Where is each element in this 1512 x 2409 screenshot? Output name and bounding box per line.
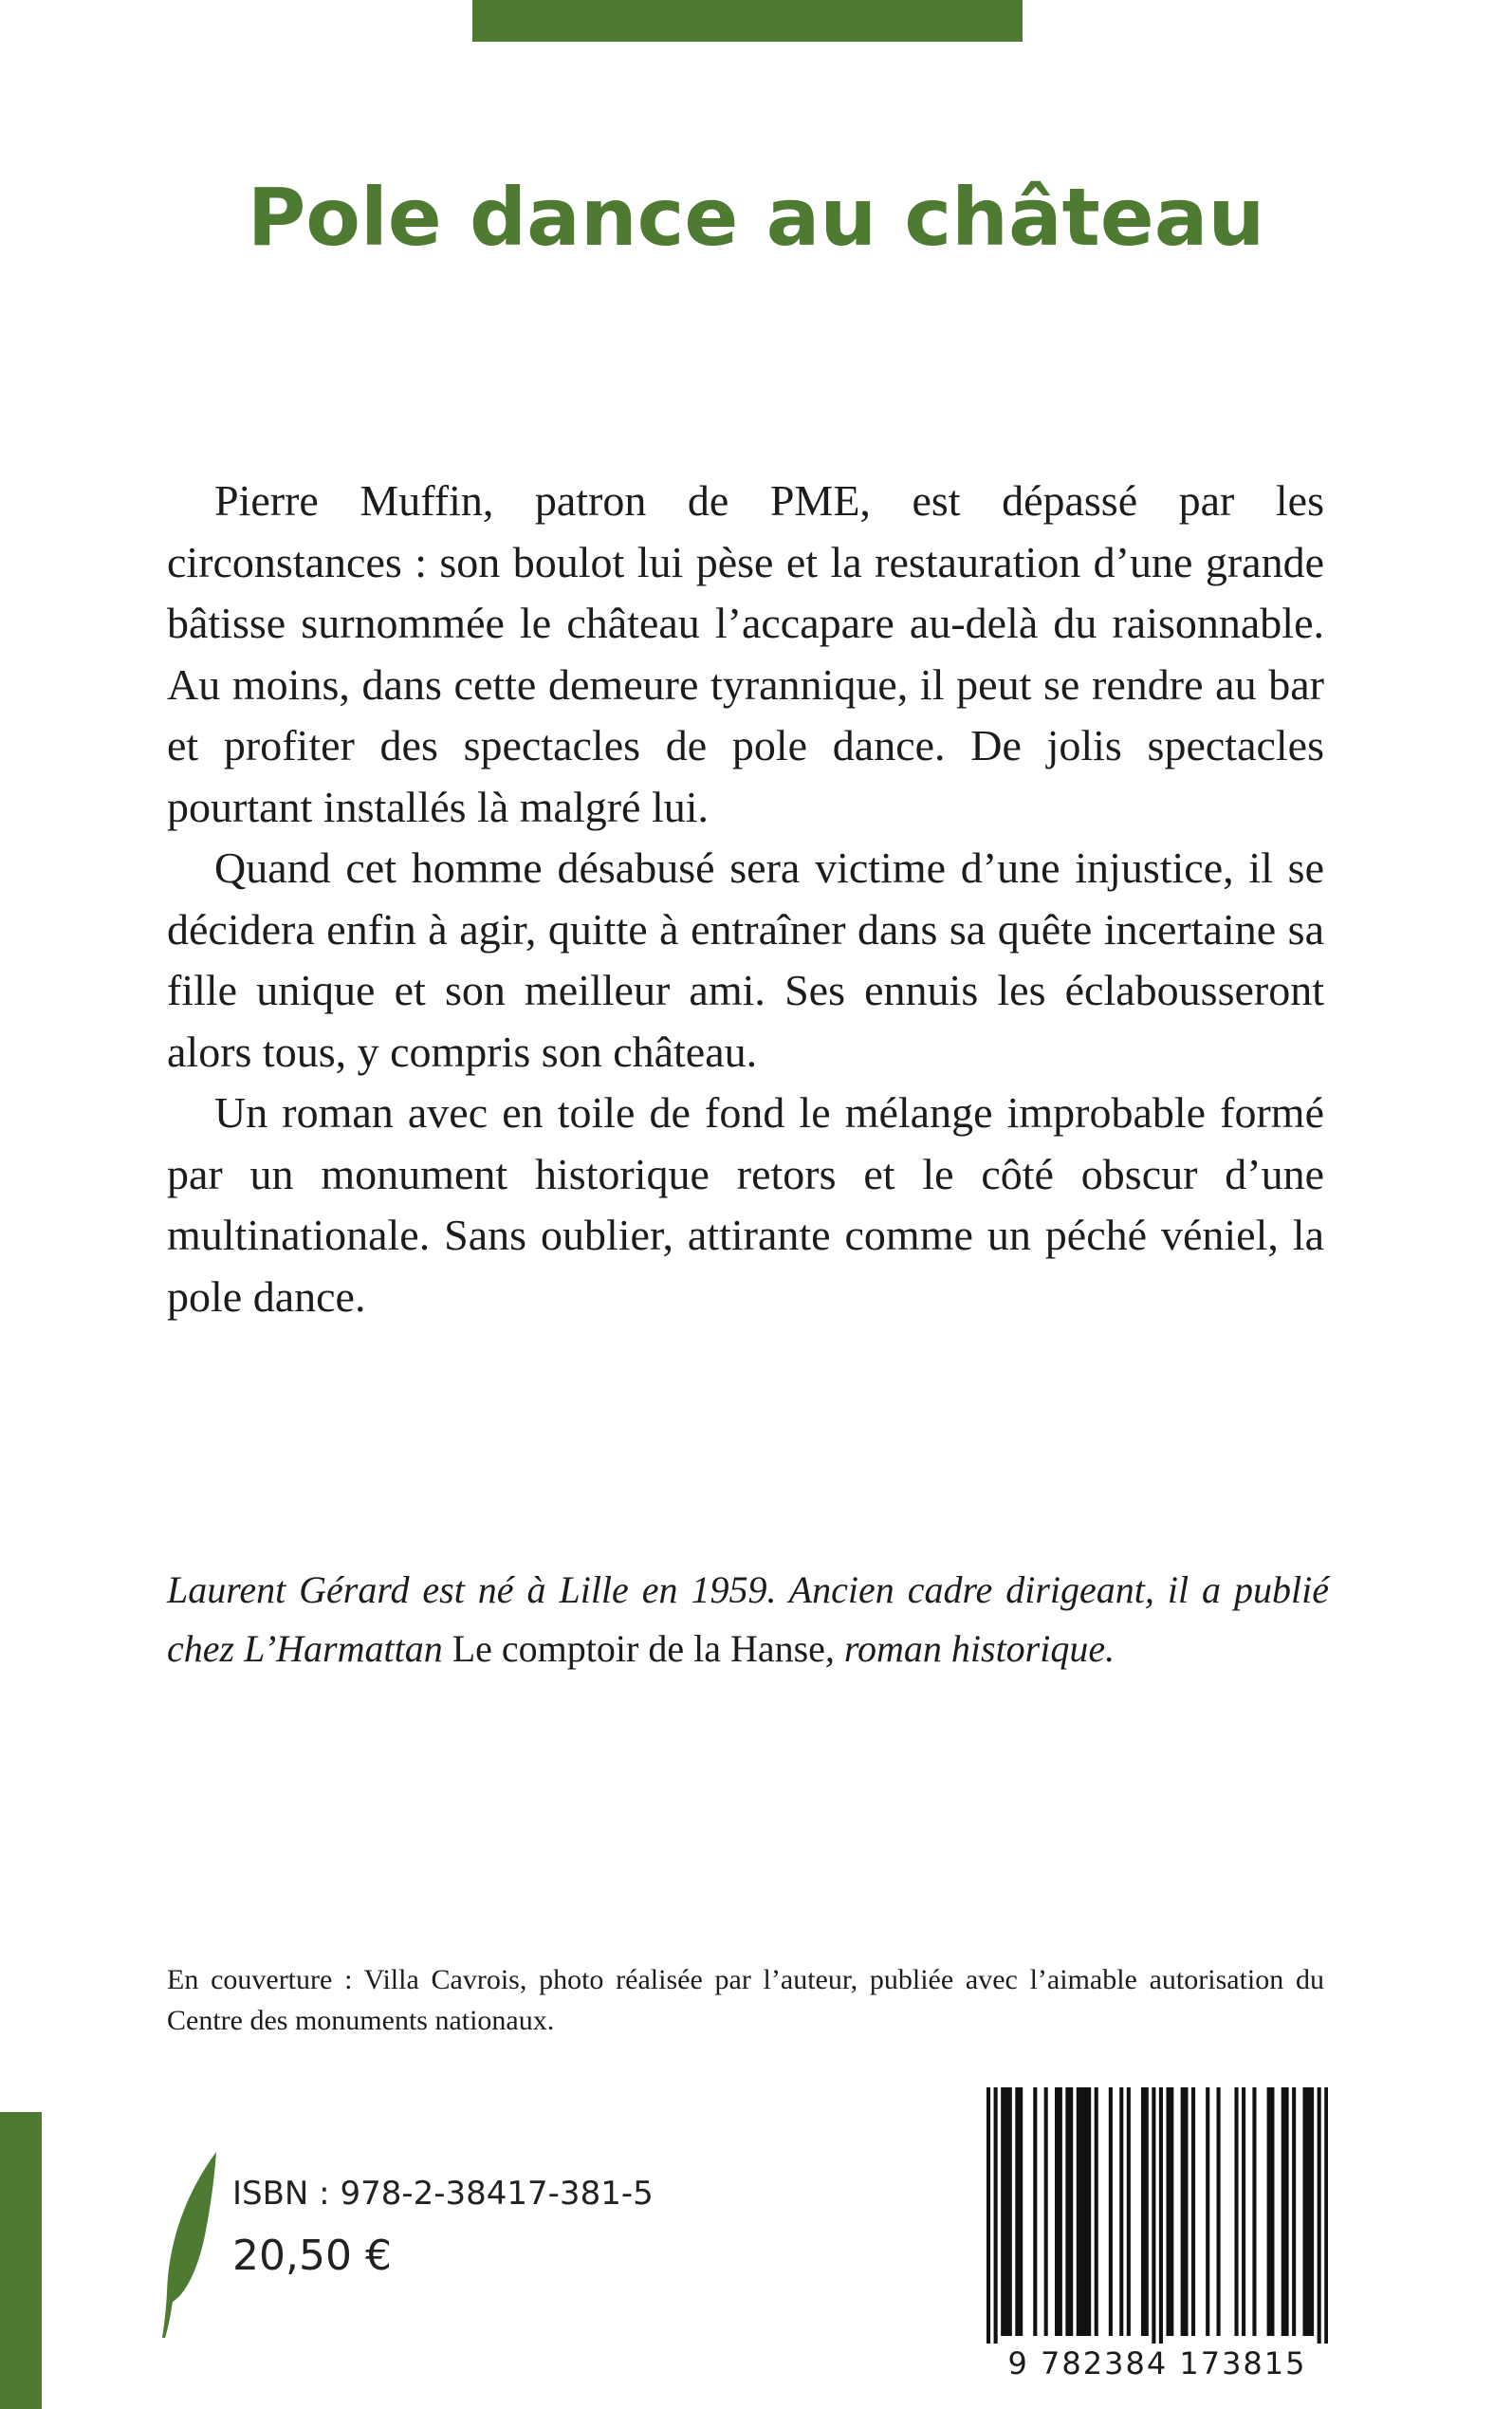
price-label: 20,50 €: [232, 2232, 392, 2280]
barcode-bar: [1145, 2087, 1149, 2336]
barcode-bar: [1019, 2087, 1023, 2336]
barcode-bar: [1170, 2087, 1173, 2336]
barcode-bar: [1285, 2087, 1289, 2336]
barcode-bar: [1318, 2087, 1321, 2344]
cover-credit: En couverture : Villa Cavrois, photo réalisée par l’auteur, publiée avec l’aimable autorisation du Centre des monuments nationaux.: [167, 1964, 1324, 2036]
barcode-bar: [1077, 2087, 1080, 2336]
barcode-bar: [986, 2087, 990, 2344]
author-bio-text-end: , roman historique.: [824, 1627, 1116, 1670]
barcode-bar: [1083, 2087, 1087, 2336]
barcode-bar: [1206, 2087, 1209, 2336]
barcode-bar: [1005, 2087, 1008, 2336]
barcode-bar: [1059, 2087, 1062, 2336]
barcode-bars: [986, 2087, 1328, 2344]
blurb-paragraph: Quand cet homme désabusé sera victime d’une injustice, il se décidera enfin à agir, quitte à entraîner dans sa quête incertaine sa fille unique et son meilleur ami. Ses ennuis les éclabousseront alors tous, y compris son château.: [167, 843, 1324, 1076]
top-accent-bar: [472, 0, 1023, 42]
barcode-bar: [1065, 2087, 1069, 2336]
barcode-bar: [1087, 2087, 1091, 2336]
barcode-bar: [1001, 2087, 1005, 2336]
barcode-bar: [1252, 2087, 1256, 2336]
barcode-bar: [1095, 2087, 1098, 2336]
blurb-paragraph: Un roman avec en toile de fond le mélange improbable formé par un monument historique retors et le côté obscur d’une multinationale. Sans oublier, attirante comme un péché véniel, la pole dance.: [167, 1088, 1324, 1321]
barcode-bar: [1159, 2087, 1163, 2344]
barcode-bar: [1033, 2087, 1037, 2336]
barcode-bar: [1270, 2087, 1274, 2336]
bottom-left-accent-bar: [0, 2112, 42, 2409]
barcode-bar: [1242, 2087, 1245, 2336]
barcode-bar: [1055, 2087, 1059, 2336]
barcode-bar: [994, 2087, 998, 2344]
barcode-bar: [1306, 2087, 1310, 2336]
author-bio: [167, 1561, 1329, 1678]
barcode-bar: [1109, 2087, 1113, 2336]
author-bio-text: Laurent Gérard est né à Lille en 1959. Ancien cadre dirigeant, il a publié chez L’Harmattan: [167, 1568, 1329, 1670]
barcode-digits: 9 782384 173815: [1007, 2345, 1307, 2381]
barcode-bar: [1127, 2087, 1131, 2336]
feather-icon: [161, 2150, 218, 2340]
barcode-bar: [1184, 2087, 1188, 2336]
barcode-bar: [1324, 2087, 1328, 2344]
barcode-bar: [1008, 2087, 1012, 2336]
previous-book-title: Le comptoir de la Hanse: [452, 1627, 825, 1670]
barcode-bar: [1181, 2087, 1185, 2336]
book-blurb: [167, 471, 1324, 1327]
barcode-bar: [1015, 2087, 1019, 2336]
isbn-label: ISBN : 978-2-38417-381-5: [232, 2175, 654, 2213]
barcode-bar: [1080, 2087, 1084, 2336]
barcode-bar: [1292, 2087, 1296, 2336]
barcode-bar: [1044, 2087, 1048, 2336]
barcode-bar: [1152, 2087, 1155, 2344]
barcode-bar: [1282, 2087, 1285, 2336]
blurb-paragraph: Pierre Muffin, patron de PME, est dépassé par les circonstances : son boulot lui pèse et la restauration d’une grande bâtisse surnommée le château l’accapare au-delà du raisonnable. Au moins, dans cette demeure tyrannique, il peut se rendre au bar et profiter des spectacles de pole dance. De jolis spectacles pourtant installés là malgré lui.: [167, 476, 1324, 831]
barcode-bar: [1302, 2087, 1306, 2336]
barcode-bar: [1141, 2087, 1145, 2336]
barcode-bar: [1234, 2087, 1238, 2336]
barcode-bar: [1310, 2087, 1314, 2336]
barcode-bar: [1217, 2087, 1221, 2336]
barcode-bar: [1191, 2087, 1195, 2336]
book-title: Pole dance au château: [247, 171, 1265, 264]
barcode: [986, 2087, 1328, 2387]
barcode-bar: [1267, 2087, 1271, 2336]
barcode-bar: [1166, 2087, 1170, 2336]
barcode-bar: [1069, 2087, 1073, 2336]
barcode-bar: [1119, 2087, 1123, 2336]
